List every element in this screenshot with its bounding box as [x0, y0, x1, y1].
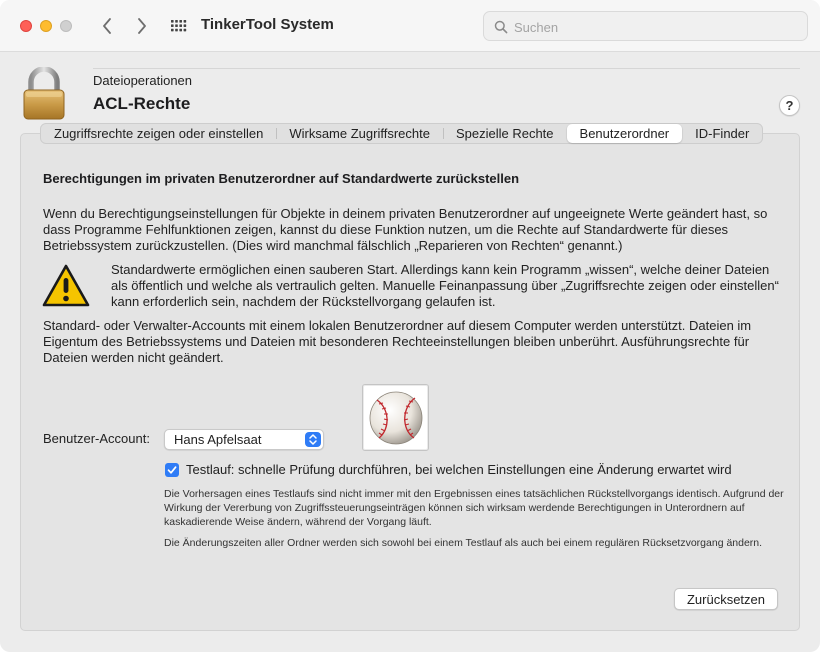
header-category: Dateioperationen [93, 73, 193, 88]
page-title: ACL-Rechte [93, 94, 191, 113]
close-window-button[interactable] [20, 20, 32, 32]
account-select[interactable] [164, 429, 324, 450]
back-button[interactable] [96, 14, 118, 38]
user-avatar [362, 384, 429, 451]
search-input[interactable] [514, 17, 794, 37]
support-paragraph: Standard- oder Verwalter-Accounts mit einem lokalen Benutzerordner auf diesem Computer werden unterstützt. Dateien im Eigentum des Betriebssystems und Dateien mit besonderen Rechteeinstellungen bleiben unberührt. Ausführungsrechte für Dateien werden nicht geändert. [43, 318, 752, 365]
account-select-value: Hans Apfelsaat [174, 432, 262, 447]
testrun-label[interactable]: Testlauf: schnelle Prüfung durchführen, bei welchen Einstellungen eine Änderung erwartet wird [186, 462, 732, 477]
zoom-window-button[interactable] [60, 20, 72, 32]
chevron-right-icon [137, 18, 147, 34]
tab-spezielle-rechte[interactable]: Spezielle Rechte [443, 124, 567, 143]
tab-benutzerordner[interactable]: Benutzerordner [567, 124, 683, 143]
select-arrows-icon [305, 432, 321, 447]
search-icon [494, 20, 508, 34]
intro-paragraph: Wenn du Berechtigungseinstellungen für Objekte in deinem privaten Benutzerordner auf ungeeignete Werte geändert hast, so dass Programme Fehlfunktionen zeigen, kannst du diese Funktion nutzen, um die Rechte auf Standardwerte für dieses Betriebssystem zurückzustellen. (Dies wird manchmal fälschlich „Reparieren von Rechten“ genannt.) [43, 206, 768, 253]
tab-zugriffsrechte[interactable]: Zugriffsrechte zeigen oder einstellen [54, 126, 264, 141]
tab-bar [40, 123, 763, 144]
grid-icon [168, 16, 188, 36]
warning-icon [42, 264, 90, 308]
testrun-checkbox[interactable] [165, 463, 179, 477]
baseball-icon [367, 389, 425, 447]
account-label: Benutzer-Account: [43, 431, 150, 446]
chevron-left-icon [102, 18, 112, 34]
minimize-window-button[interactable] [40, 20, 52, 32]
section-title: Berechtigungen im privaten Benutzerordner auf Standardwerte zurückstellen [43, 171, 520, 186]
reset-button[interactable]: Zurücksetzen [674, 588, 778, 610]
show-all-button[interactable] [168, 16, 188, 36]
testrun-note: Die Vorhersagen eines Testlaufs sind nicht immer mit den Ergebnissen eines tatsächlichen Rückstellvorgangs identisch. Aufgrund der Wirkung der Vererbung von Zugriffssteuerungseinträgen können sich wirksam werdende Berechtigungen in Unterordnern auf kaskadierende Weise ändern, während der Vorgang läuft. [164, 488, 784, 528]
forward-button[interactable] [131, 14, 153, 38]
title-bar [0, 0, 820, 52]
lock-icon [21, 67, 67, 121]
tab-wirksame-zugriffsrechte[interactable]: Wirksame Zugriffsrechte [276, 124, 443, 143]
warning-text: Standardwerte ermöglichen einen sauberen Start. Allerdings kann kein Programm „wissen“, welche deiner Dateien als öffentlich und welche als vertraulich gelten. Manuelle Feinanpassung über „Zugriffsrechte zeigen oder einstellen“ kann erforderlich sein, nachdem der Rückstellvorgang gelaufen ist. [111, 262, 779, 309]
search-field[interactable] [483, 11, 808, 41]
app-title: TinkerTool System [201, 16, 334, 33]
modification-note: Die Änderungszeiten aller Ordner werden sich sowohl bei einem Testlauf als auch bei einem regulären Rücksetzvorgang ändern. [164, 537, 763, 549]
tab-id-finder[interactable]: ID-Finder [695, 126, 750, 141]
checkmark-icon [167, 465, 177, 475]
header-divider [93, 68, 800, 69]
help-button[interactable]: ? [779, 95, 800, 116]
